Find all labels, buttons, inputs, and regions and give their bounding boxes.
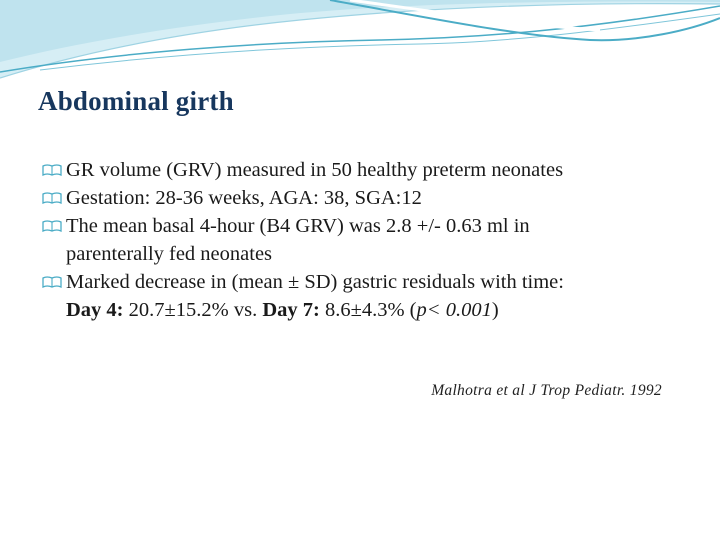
header-swoosh-decoration: [0, 0, 720, 95]
bullet-list: [40, 156, 690, 324]
citation: Malhotra et al J Trop Pediatr. 1992: [431, 382, 662, 399]
bullet-continuation: parenterally fed neonates: [66, 243, 273, 265]
close-paren: ): [491, 299, 499, 321]
book-bullet-icon: [42, 275, 62, 289]
bullet-item: [40, 156, 690, 184]
day7-label: Day 7:: [262, 299, 320, 321]
book-bullet-icon: [42, 163, 62, 177]
bullet-item: [40, 184, 690, 212]
bullet-text: The mean basal 4-hour (B4 GRV) was 2.8 +/- 0.63 ml in: [66, 215, 530, 237]
p-value: p< 0.001: [416, 299, 492, 321]
bullet-item: [40, 212, 690, 268]
day7-value: 8.6±4.3% (: [319, 299, 417, 321]
bullet-text: GR volume (GRV) measured in 50 healthy preterm neonates: [66, 159, 564, 181]
bullet-text: Gestation: 28-36 weeks, AGA: 38, SGA:12: [66, 187, 422, 209]
bullet-text: Marked decrease in (mean ± SD) gastric residuals with time:: [66, 271, 564, 293]
day4-value: 20.7±15.2% vs.: [123, 299, 263, 321]
book-bullet-icon: [42, 219, 62, 233]
book-bullet-icon: [42, 191, 62, 205]
bullet-item: [40, 268, 690, 324]
slide-title: Abdominal girth: [38, 86, 234, 116]
day4-label: Day 4:: [66, 299, 124, 321]
